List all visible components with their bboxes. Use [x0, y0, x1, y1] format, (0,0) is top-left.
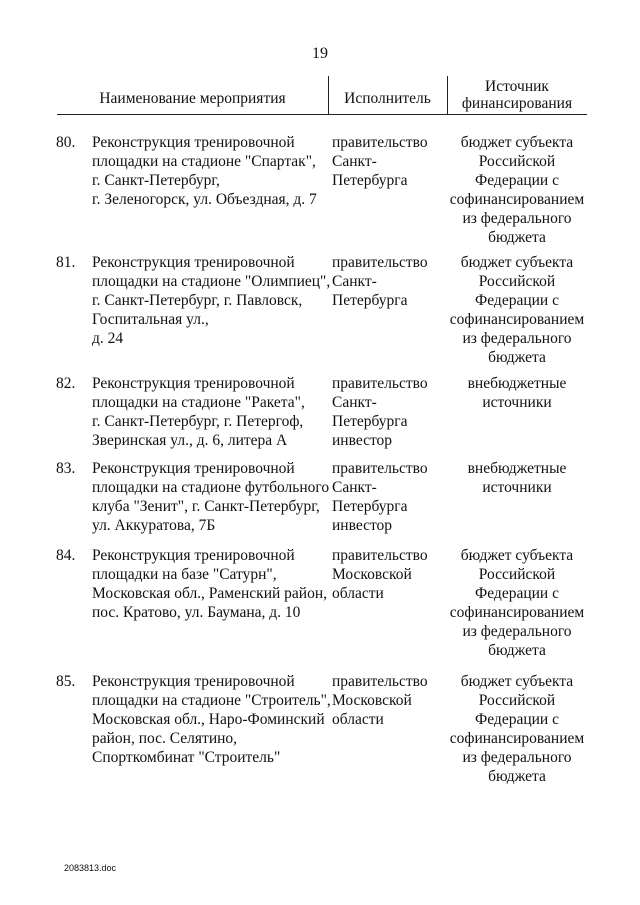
row-executor-line: правительство	[332, 460, 428, 477]
row-funding-line: бюджет субъекта	[460, 547, 574, 564]
header-funding	[447, 78, 587, 112]
table-header	[57, 76, 587, 116]
row-funding	[447, 546, 587, 660]
row-name-line: площадки на стадионе "Ракета",	[92, 394, 305, 411]
row-name-line: площадки на базе "Сатурн",	[92, 566, 277, 583]
row-funding-line: источники	[482, 479, 552, 496]
row-funding-line: софинансированием	[449, 311, 585, 328]
row-funding-line: софинансированием	[449, 604, 585, 621]
row-executor-line: Санкт-	[332, 394, 377, 411]
row-executor-line: Санкт-	[332, 479, 377, 496]
row-funding-line: Федерации с	[475, 172, 559, 189]
row-name-line: Реконструкция тренировочной	[92, 547, 295, 564]
row-funding-line: внебюджетные	[467, 460, 567, 477]
row-funding-line: софинансированием	[449, 191, 585, 208]
row-funding	[447, 459, 587, 497]
row-name-line: г. Санкт-Петербург, г. Павловск,	[92, 292, 303, 309]
row-funding-line: бюджета	[488, 349, 546, 366]
row-name-line: клуба "Зенит", г. Санкт-Петербург,	[92, 498, 320, 515]
row-funding-line: внебюджетные	[467, 375, 567, 392]
row-executor-line: правительство	[332, 673, 428, 690]
row-funding-line: Российской	[478, 566, 556, 583]
row-name-line: Реконструкция тренировочной	[92, 254, 295, 271]
row-funding-line: бюджета	[488, 229, 546, 246]
row-name-line: Госпитальная ул.,	[92, 311, 209, 328]
row-executor	[332, 546, 444, 603]
row-funding	[447, 253, 587, 367]
row-funding-line: бюджета	[488, 642, 546, 659]
row-funding-line: из федерального	[462, 749, 572, 766]
row-executor-line: правительство	[332, 375, 428, 392]
row-name-line: площадки на стадионе футбольного	[92, 479, 330, 496]
row-executor-line: области	[332, 585, 384, 602]
row-funding-line: Федерации с	[475, 585, 559, 602]
row-name-line: Московская обл., Наро-Фоминский	[92, 711, 325, 728]
row-executor-line: Петербурга	[332, 413, 408, 430]
row-executor	[332, 133, 444, 190]
row-executor-line: Московской	[332, 566, 412, 583]
row-funding-line: из федерального	[462, 623, 572, 640]
row-executor-line: Петербурга	[332, 172, 408, 189]
row-executor-line: области	[332, 711, 384, 728]
row-number: 82.	[56, 375, 76, 392]
row-name-line: площадки на стадионе "Строитель",	[92, 692, 331, 709]
page-number: 19	[312, 45, 328, 62]
row-number: 80.	[56, 134, 76, 151]
row-funding	[447, 672, 587, 786]
row-name	[92, 374, 332, 450]
row-name-line: площадки на стадионе "Спартак",	[92, 153, 316, 170]
row-executor-line: правительство	[332, 254, 428, 271]
row-executor	[332, 459, 444, 535]
row-name	[92, 546, 332, 622]
row-name-line: пос. Кратово, ул. Баумана, д. 10	[92, 604, 301, 621]
row-funding-line: Российской	[478, 153, 556, 170]
row-executor-line: Петербурга	[332, 292, 408, 309]
row-funding-line: из федерального	[462, 330, 572, 347]
row-name	[92, 672, 332, 767]
header-funding-line: финансирования	[461, 95, 573, 112]
row-executor-line: Санкт-	[332, 153, 377, 170]
row-name-line: Реконструкция тренировочной	[92, 375, 295, 392]
row-executor	[332, 253, 444, 310]
row-executor-line: Московской	[332, 692, 412, 709]
row-name	[92, 133, 332, 209]
row-name-line: район, пос. Селятино,	[92, 730, 238, 747]
row-funding-line: бюджет субъекта	[460, 254, 574, 271]
row-funding-line: Российской	[478, 692, 556, 709]
header-divider	[447, 76, 448, 114]
header-funding-line: Источник	[485, 78, 549, 95]
row-executor-line: инвестор	[332, 432, 393, 449]
row-name	[92, 253, 332, 348]
header-rule	[57, 114, 587, 115]
row-name-line: Московская обл., Раменский район,	[92, 585, 328, 602]
row-funding-line: источники	[482, 394, 552, 411]
row-funding	[447, 374, 587, 412]
row-executor-line: инвестор	[332, 517, 393, 534]
row-name-line: г. Зеленогорск, ул. Объездная, д. 7	[92, 191, 317, 208]
header-divider	[328, 76, 329, 114]
row-number: 85.	[56, 673, 76, 690]
row-name-line: Реконструкция тренировочной	[92, 134, 295, 151]
row-funding-line: Федерации с	[475, 711, 559, 728]
row-number: 81.	[56, 254, 76, 271]
row-name	[92, 459, 332, 535]
row-number: 84.	[56, 547, 76, 564]
row-funding	[447, 133, 587, 247]
row-funding-line: софинансированием	[449, 730, 585, 747]
row-number: 83.	[56, 460, 76, 477]
row-name-line: д. 24	[92, 330, 124, 347]
row-name-line: г. Санкт-Петербург, г. Петергоф,	[92, 413, 304, 430]
row-funding-line: бюджета	[488, 768, 546, 785]
row-executor	[332, 672, 444, 729]
row-funding-line: бюджет субъекта	[460, 134, 574, 151]
row-name-line: площадки на стадионе "Олимпиец",	[92, 273, 331, 290]
row-name-line: Реконструкция тренировочной	[92, 460, 295, 477]
row-executor	[332, 374, 444, 450]
row-funding-line: из федерального	[462, 210, 572, 227]
row-name-line: Реконструкция тренировочной	[92, 673, 295, 690]
row-executor-line: Санкт-	[332, 273, 377, 290]
row-name-line: ул. Аккуратова, 7Б	[92, 517, 216, 534]
row-executor-line: правительство	[332, 547, 428, 564]
row-executor-line: правительство	[332, 134, 428, 151]
row-executor-line: Петербурга	[332, 498, 408, 515]
footer-doc-id: 2083813.doc	[64, 863, 117, 873]
row-name-line: г. Санкт-Петербург,	[92, 172, 220, 189]
header-name: Наименование мероприятия	[99, 90, 286, 107]
row-funding-line: Российской	[478, 273, 556, 290]
row-funding-line: Федерации с	[475, 292, 559, 309]
row-name-line: Спорткомбинат "Строитель"	[92, 749, 281, 766]
header-executor: Исполнитель	[344, 90, 431, 107]
row-name-line: Зверинская ул., д. 6, литера А	[92, 432, 288, 449]
row-funding-line: бюджет субъекта	[460, 673, 574, 690]
